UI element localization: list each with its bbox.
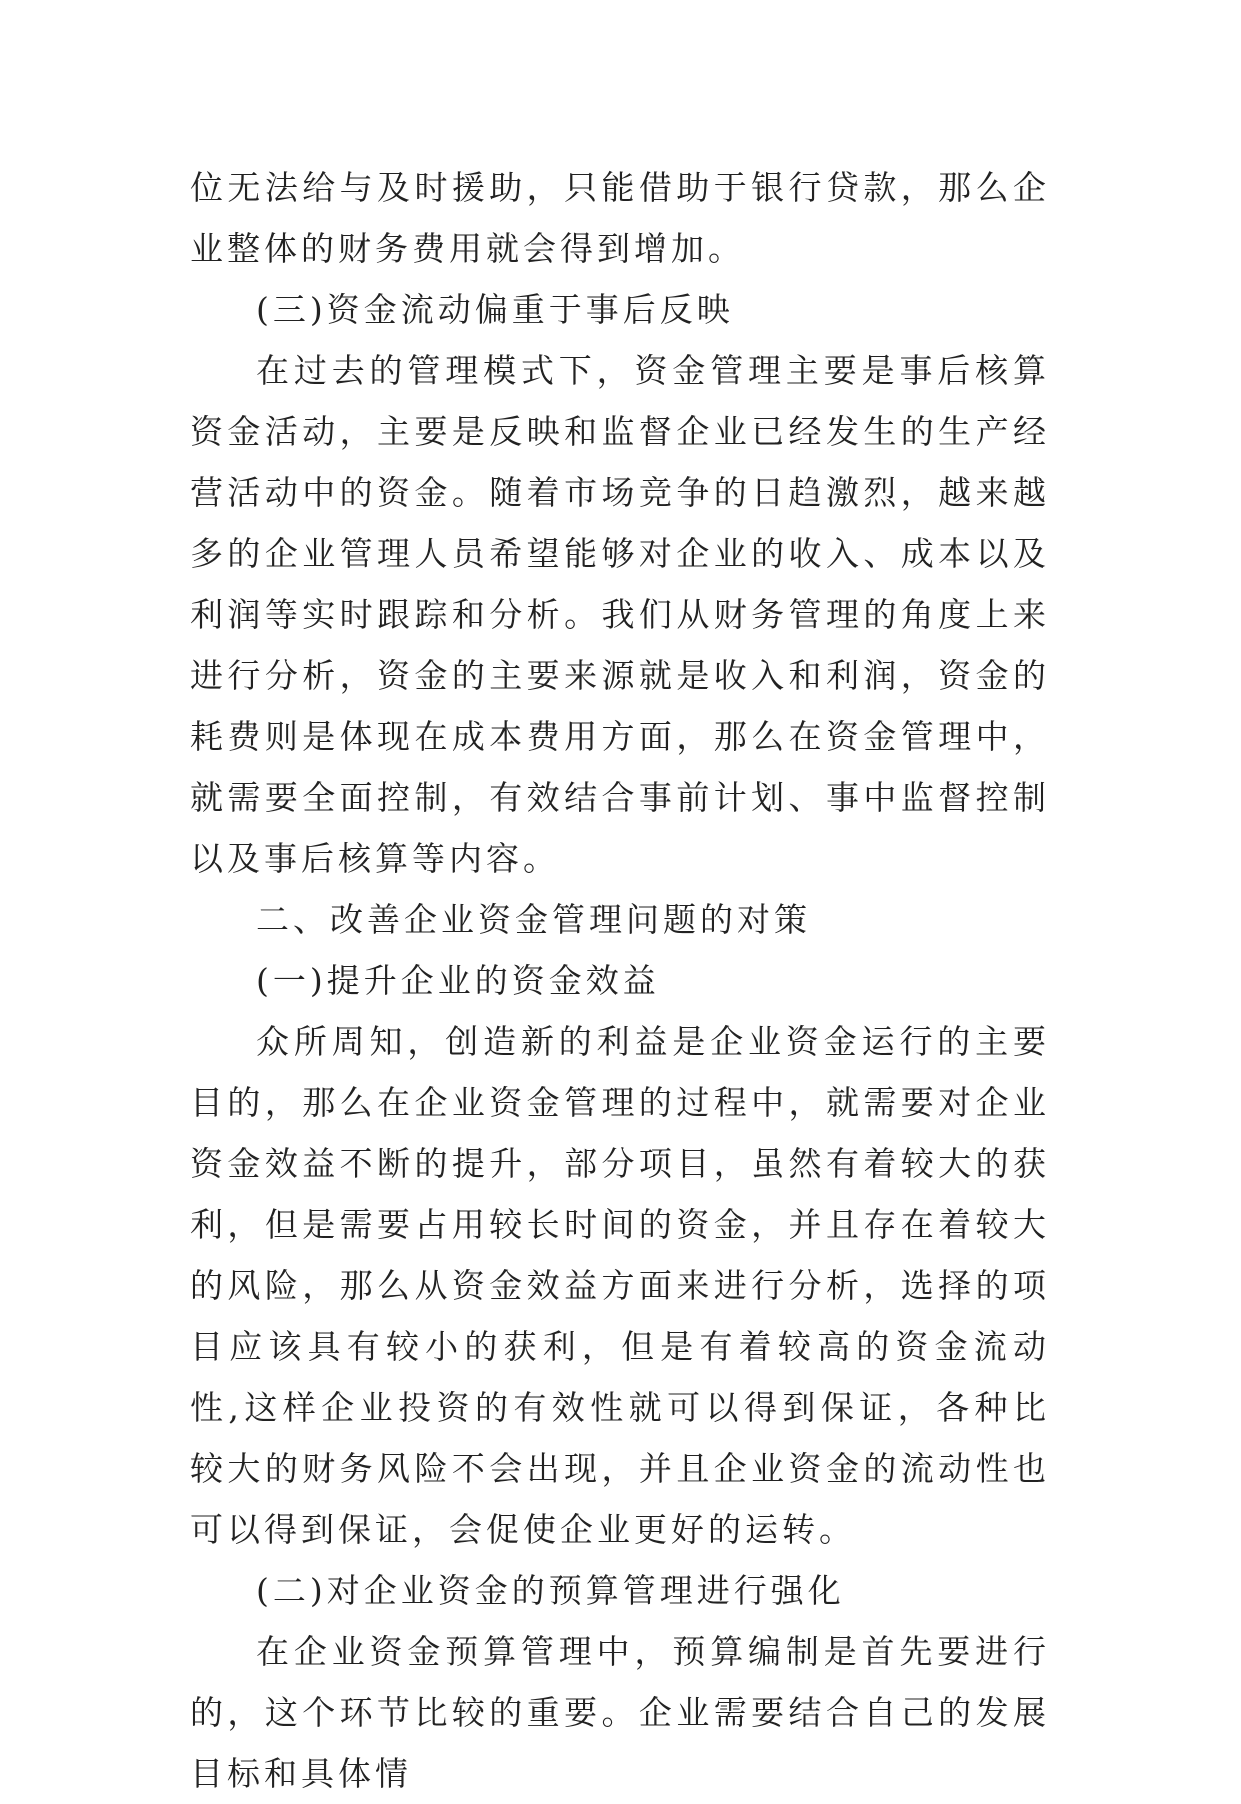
paragraph-management-mode: 在过去的管理模式下，资金管理主要是事后核算资金活动，主要是反映和监督企业已经发生的生产经营活动中的资金。随着市场竞争的日趋激烈，越来越多的企业管理人员希望能够对企业的收入、成本以及利润等实时跟踪和分析。我们从财务管理的角度上来进行分析，资金的主要来源就是收入和利润，资金的耗费则是体现在成本费用方面，那么在资金管理中，就需要全面控制，有效结合事前计划、事中监督控制以及事后核算等内容。 xyxy=(190,351,1050,878)
document-body xyxy=(190,157,1050,1804)
paragraph-fund-efficiency: 众所周知，创造新的利益是企业资金运行的主要目的，那么在企业资金管理的过程中，就需要对企业资金效益不断的提升，部分项目，虽然有着较大的获利，但是需要占用较长时间的资金，并且存在着较大的风险，那么从资金效益方面来进行分析，选择的项目应该具有较小的获利，但是有着较高的资金流动性,这样企业投资的有效性就可以得到保证，各种比较大的财务风险不会出现，并且企业资金的流动性也可以得到保证，会促使企业更好的运转。 xyxy=(190,1022,1050,1549)
paragraph-continued: 位无法给与及时援助，只能借助于银行贷款，那么企业整体的财务费用就会得到增加。 xyxy=(190,168,1050,268)
paragraph-budget-management: 在企业资金预算管理中，预算编制是首先要进行的，这个环节比较的重要。企业需要结合自己的发展目标和具体情 xyxy=(190,1632,1050,1793)
chapter-heading-2: 二、改善企业资金管理问题的对策 xyxy=(256,900,811,939)
section-heading-1: (一)提升企业的资金效益 xyxy=(256,961,660,1000)
section-heading-3: (三)资金流动偏重于事后反映 xyxy=(256,290,734,329)
section-heading-2: (二)对企业资金的预算管理进行强化 xyxy=(256,1571,845,1610)
